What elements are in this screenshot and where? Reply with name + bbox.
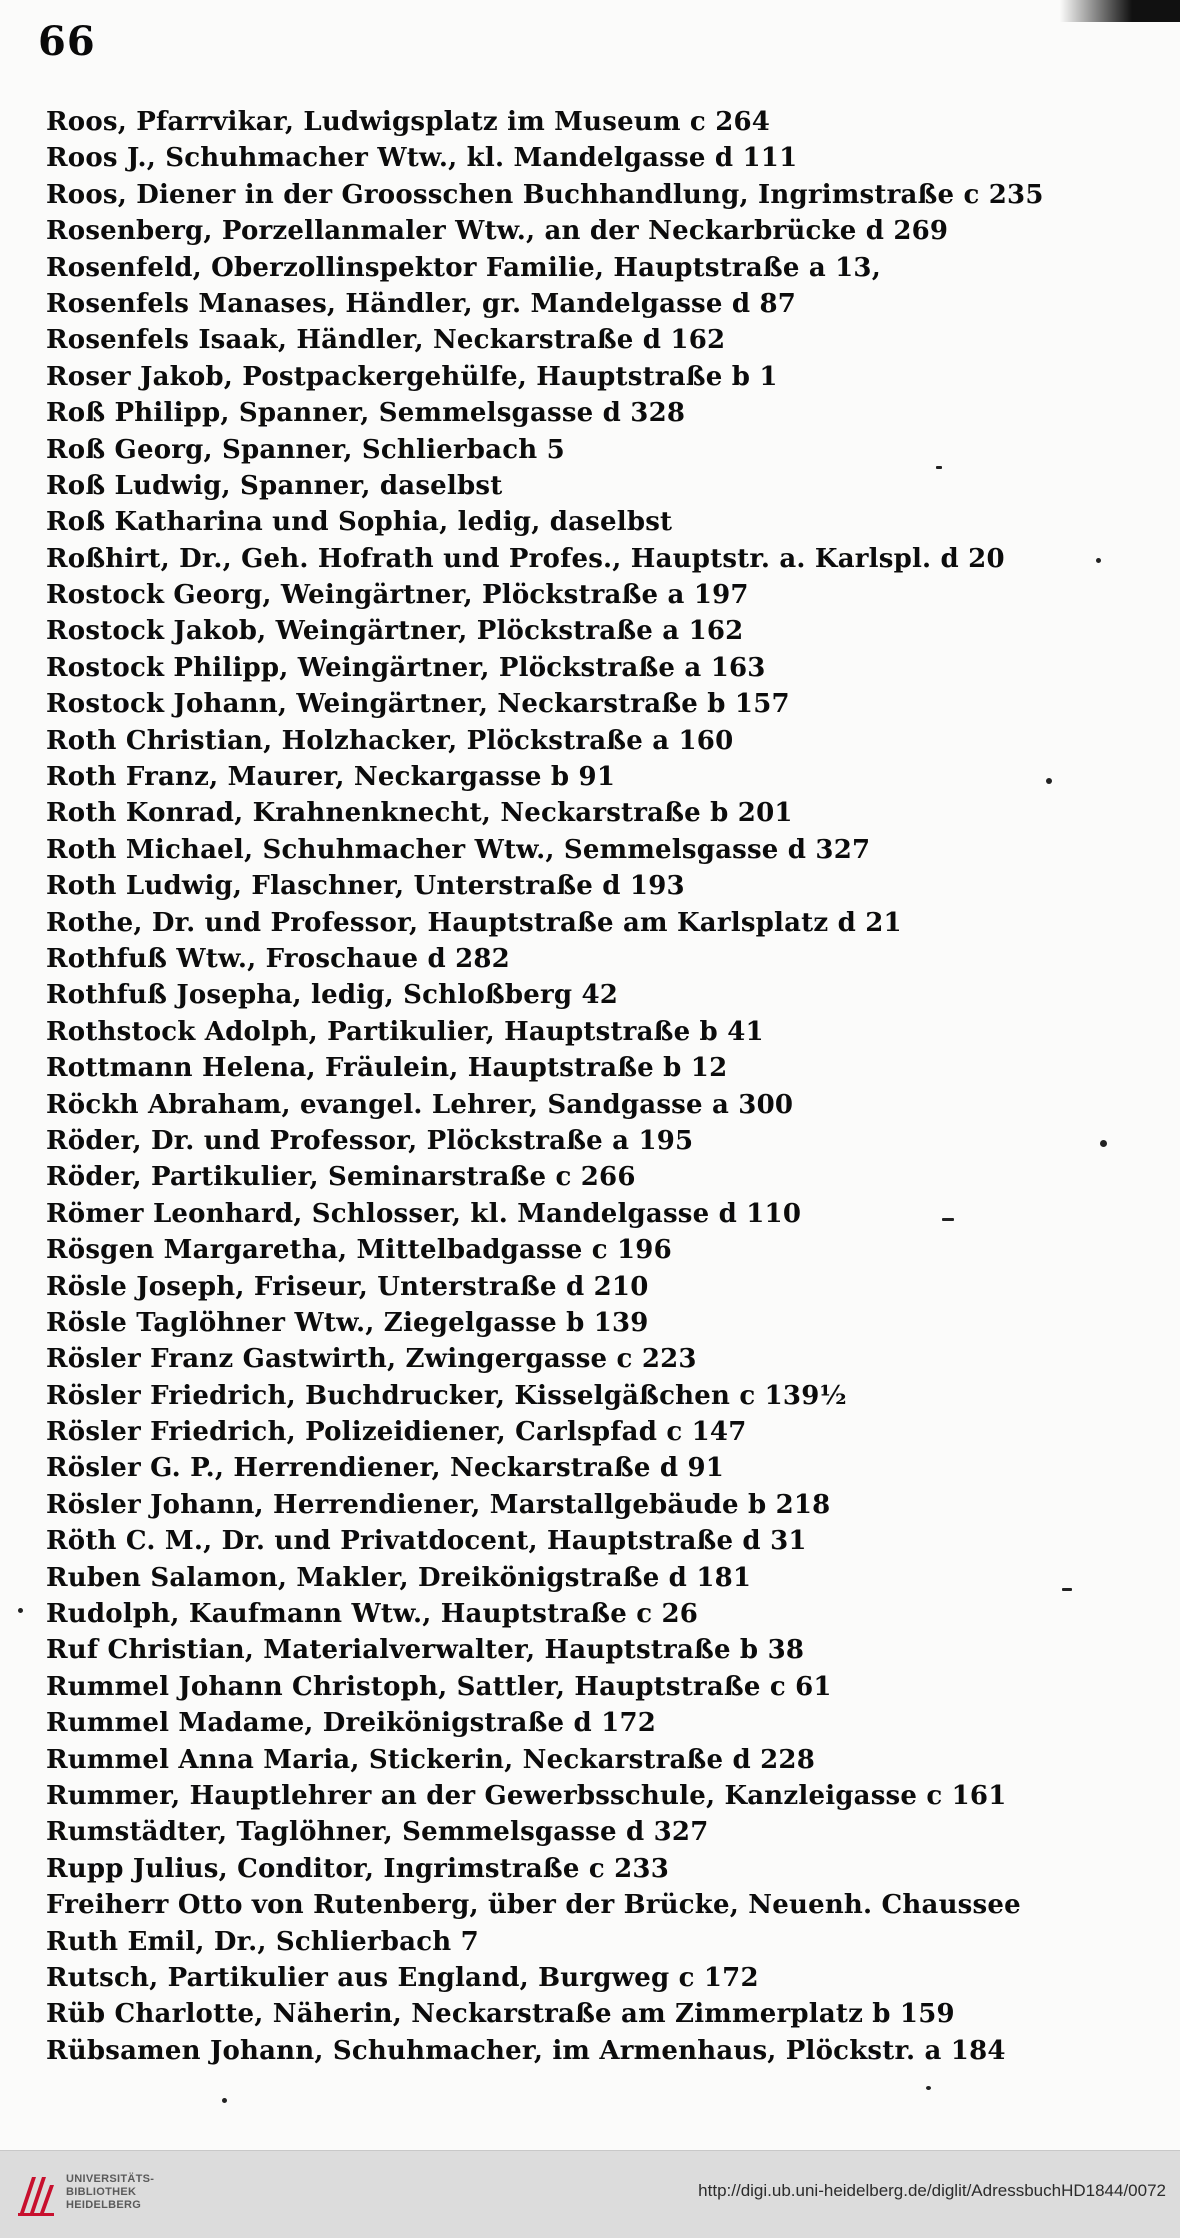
directory-entry: Rottmann Helena, Fräulein, Hauptstraße b 12 — [46, 1053, 728, 1084]
directory-entry: Roßhirt, Dr., Geh. Hofrath und Profes., Hauptstr. a. Karlspl. d 20 — [46, 543, 1005, 574]
library-name — [66, 2173, 154, 2212]
directory-entry: Rudolph, Kaufmann Wtw., Hauptstraße c 26 — [46, 1599, 699, 1630]
footer-bar — [0, 2150, 1180, 2238]
print-speck — [1062, 1588, 1072, 1591]
directory-entry: Römer Leonhard, Schlosser, kl. Mandelgasse d 110 — [46, 1198, 802, 1229]
directory-entry: Rupp Julius, Conditor, Ingrimstraße c 233 — [46, 1853, 670, 1884]
directory-entry: Rothe, Dr. und Professor, Hauptstraße am Karlsplatz d 21 — [46, 907, 902, 938]
directory-entry: Rothfuß Josepha, ledig, Schloßberg 42 — [46, 980, 619, 1011]
page-number: 66 — [38, 18, 96, 65]
directory-entry: Roß Ludwig, Spanner, daselbst — [46, 470, 503, 501]
print-speck — [942, 1218, 954, 1221]
directory-entry: Rummer, Hauptlehrer an der Gewerbsschule, Kanzleigasse c 161 — [46, 1780, 1007, 1811]
directory-entry: Roth Ludwig, Flaschner, Unterstraße d 193 — [46, 871, 685, 902]
directory-entry: Rösler G. P., Herrendiener, Neckarstraße d 91 — [46, 1453, 725, 1484]
directory-entry: Roth Michael, Schuhmacher Wtw., Semmelsgasse d 327 — [46, 834, 871, 865]
directory-entry: Rösle Taglöhner Wtw., Ziegelgasse b 139 — [46, 1307, 649, 1338]
directory-entry: Roß Katharina und Sophia, ledig, daselbst — [46, 507, 673, 538]
directory-entry: Rostock Georg, Weingärtner, Plöckstraße a 197 — [46, 580, 749, 611]
directory-entry: Rothfuß Wtw., Froschaue d 282 — [46, 943, 510, 974]
directory-entry: Rutsch, Partikulier aus England, Burgweg c 172 — [46, 1962, 759, 1993]
directory-entry: Rüb Charlotte, Näherin, Neckarstraße am Zimmerplatz b 159 — [46, 1999, 955, 2030]
directory-entry: Rosenfels Isaak, Händler, Neckarstraße d 162 — [46, 325, 726, 356]
scan-edge-shadow — [1060, 0, 1180, 22]
print-speck — [926, 2086, 931, 2090]
directory-entry: Rummel Madame, Dreikönigstraße d 172 — [46, 1708, 657, 1739]
source-url-link[interactable]: http://digi.ub.uni-heidelberg.de/diglit/AdressbuchHD1844/0072 — [698, 2181, 1166, 2200]
print-speck — [18, 1608, 23, 1613]
directory-entry: Rostock Johann, Weingärtner, Neckarstraße b 157 — [46, 689, 790, 720]
directory-entry: Ruth Emil, Dr., Schlierbach 7 — [46, 1926, 479, 1957]
directory-entry: Rösler Friedrich, Polizeidiener, Carlspfad c 147 — [46, 1417, 747, 1448]
directory-entry: Röder, Partikulier, Seminarstraße c 266 — [46, 1162, 636, 1193]
directory-entry: Roß Georg, Spanner, Schlierbach 5 — [46, 434, 565, 465]
directory-entry: Roos, Pfarrvikar, Ludwigsplatz im Museum c 264 — [46, 107, 771, 137]
directory-entry: Roser Jakob, Postpackergehülfe, Hauptstraße b 1 — [46, 361, 778, 392]
directory-entry: Rösgen Margaretha, Mittelbadgasse c 196 — [46, 1235, 672, 1266]
directory-entry: Rosenfeld, Oberzollinspektor Familie, Hauptstraße a 13, — [46, 252, 881, 283]
directory-entry: Röth C. M., Dr. und Privatdocent, Hauptstraße d 31 — [46, 1526, 807, 1557]
heidelberg-university-library-logo-icon — [14, 2169, 58, 2219]
directory-entry: Rosenberg, Porzellanmaler Wtw., an der Neckarbrücke d 269 — [46, 216, 949, 247]
directory-entry: Roth Franz, Maurer, Neckargasse b 91 — [46, 762, 616, 793]
directory-entry: Roth Christian, Holzhacker, Plöckstraße a 160 — [46, 725, 734, 756]
directory-entry: Ruben Salamon, Makler, Dreikönigstraße d 181 — [46, 1562, 752, 1593]
print-speck — [1046, 778, 1052, 784]
directory-entry: Rumstädter, Taglöhner, Semmelsgasse d 327 — [46, 1817, 709, 1848]
library-name-line: UNIVERSITÄTS- — [66, 2173, 155, 2185]
print-speck — [1100, 1140, 1107, 1147]
directory-entry: Rostock Philipp, Weingärtner, Plöckstraße a 163 — [46, 652, 766, 683]
directory-entry: Röckh Abraham, evangel. Lehrer, Sandgasse a 300 — [46, 1089, 794, 1120]
directory-entry: Rummel Anna Maria, Stickerin, Neckarstraße d 228 — [46, 1744, 816, 1775]
directory-entry: Rothstock Adolph, Partikulier, Hauptstraße b 41 — [46, 1016, 764, 1047]
directory-entry: Röder, Dr. und Professor, Plöckstraße a 195 — [46, 1125, 694, 1156]
print-speck — [936, 466, 942, 469]
directory-entry: Rösle Joseph, Friseur, Unterstraße d 210 — [46, 1271, 649, 1302]
directory-entry: Freiherr Otto von Rutenberg, über der Brücke, Neuenh. Chaussee — [46, 1890, 1021, 1921]
directory-entry: Rosenfels Manases, Händler, gr. Mandelgasse d 87 — [46, 288, 797, 319]
directory-entry: Ruf Christian, Materialverwalter, Hauptstraße b 38 — [46, 1635, 805, 1666]
directory-entry-list — [46, 104, 1156, 2069]
directory-entry: Rostock Jakob, Weingärtner, Plöckstraße a 162 — [46, 616, 744, 647]
library-name-line: BIBLIOTHEK — [66, 2186, 137, 2198]
directory-entry: Rummel Johann Christoph, Sattler, Hauptstraße c 61 — [46, 1671, 832, 1702]
directory-entry: Roß Philipp, Spanner, Semmelsgasse d 328 — [46, 398, 686, 429]
directory-entry: Rösler Friedrich, Buchdrucker, Kisselgäßchen c 139½ — [46, 1380, 847, 1411]
directory-entry: Rübsamen Johann, Schuhmacher, im Armenhaus, Plöckstr. a 184 — [46, 2035, 1006, 2066]
directory-entry: Roth Konrad, Krahnenknecht, Neckarstraße b 201 — [46, 798, 793, 829]
directory-entry: Rösler Johann, Herrendiener, Marstallgebäude b 218 — [46, 1489, 831, 1520]
directory-entry: Rösler Franz Gastwirth, Zwingergasse c 223 — [46, 1344, 697, 1375]
print-speck — [1096, 558, 1101, 563]
library-name-line: HEIDELBERG — [66, 2199, 142, 2211]
directory-entry: Roos J., Schuhmacher Wtw., kl. Mandelgasse d 111 — [46, 143, 798, 174]
print-speck — [222, 2098, 227, 2103]
directory-entry: Roos, Diener in der Groosschen Buchhandlung, Ingrimstraße c 235 — [46, 179, 1044, 210]
